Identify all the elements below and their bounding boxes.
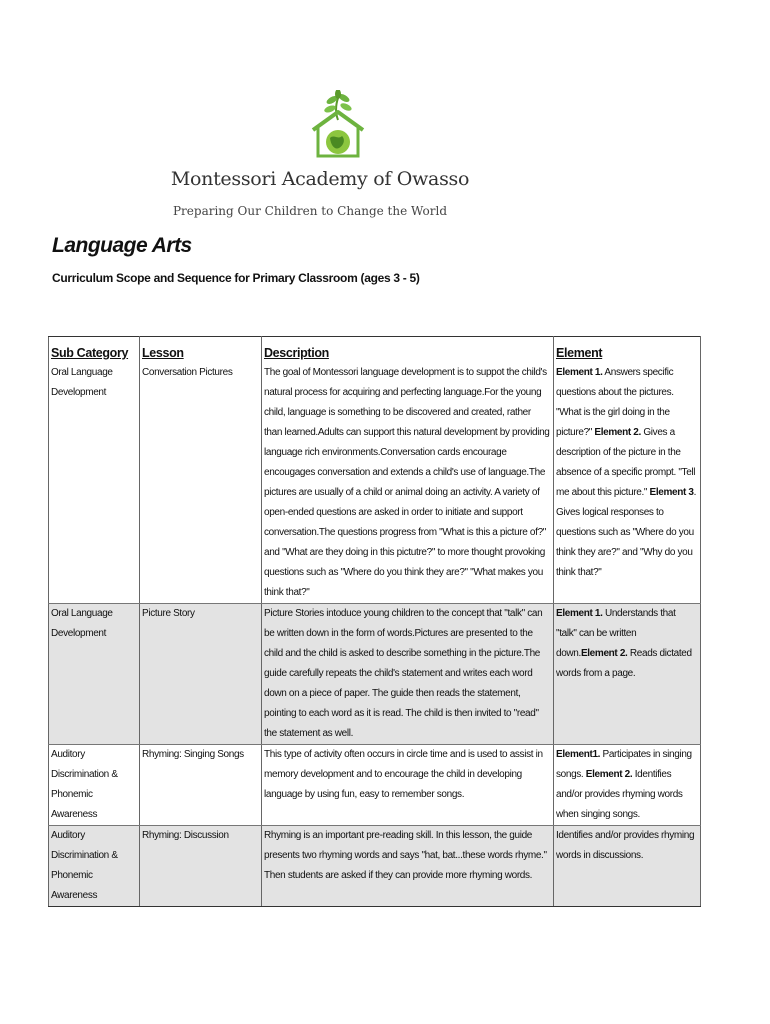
organization-tagline: Preparing Our Children to Change the World bbox=[172, 204, 448, 218]
element-cell bbox=[554, 745, 701, 826]
column-header-sub-category: Sub Category bbox=[49, 337, 140, 364]
lesson-cell: Conversation Pictures bbox=[140, 363, 262, 604]
element-text: . Gives logical responses to questions such as "Where do you think they are?" and "Why do you think that?" bbox=[556, 487, 697, 578]
element-text: Identifies and/or provides rhyming words when singing songs. bbox=[556, 769, 683, 820]
sub-category-cell: Oral Language Development bbox=[49, 604, 140, 745]
lesson-cell: Picture Story bbox=[140, 604, 262, 745]
table-row bbox=[49, 363, 701, 604]
sub-category-cell: Oral Language Development bbox=[49, 363, 140, 604]
element-text: Reads dictated words from a page. bbox=[556, 648, 692, 679]
element-label: Element1. bbox=[556, 749, 601, 760]
element-cell: Identifies and/or provides rhyming words in discussions. bbox=[554, 826, 701, 907]
element-label: Element 2. bbox=[594, 427, 641, 438]
description-cell: The goal of Montessori language development is to suppot the child's natural process for acquiring and perfecting language.For the young child, language is something to be discovered and created, rather than learned.Adults can support this natural development by providing language rich environments.Conversation cards encourage encougages conversation and extends a child's use of language.The pictures are usually of a child or animal doing an activity. A variety of open-ended questions are asked in order to initiate and support conversation.The questions progress from "What is this a picture of?" and "What are they doing in this pictutre?" to more thought provoking questions such as "Where do you think they are?" "What makes you think that?" bbox=[262, 363, 554, 604]
sub-category-cell: Auditory Discrimination & Phonemic Awareness bbox=[49, 826, 140, 907]
element-label: Element 1. bbox=[556, 608, 603, 619]
element-label: Element 2. bbox=[580, 648, 628, 659]
element-cell bbox=[554, 604, 701, 745]
page-subtitle: Curriculum Scope and Sequence for Primary Classroom (ages 3 - 5) bbox=[52, 271, 420, 285]
column-header-element: Element bbox=[554, 337, 701, 364]
element-text: Participates in singing songs. bbox=[556, 749, 692, 780]
table-row bbox=[49, 826, 701, 907]
table-row bbox=[49, 604, 701, 745]
element-label: Element 1. bbox=[556, 367, 603, 378]
element-cell bbox=[554, 363, 701, 604]
column-header-description: Description bbox=[262, 337, 554, 364]
column-header-lesson: Lesson bbox=[140, 337, 262, 364]
sub-category-cell: Auditory Discrimination & Phonemic Awareness bbox=[49, 745, 140, 826]
lesson-cell: Rhyming: Singing Songs bbox=[140, 745, 262, 826]
element-label: Element 3 bbox=[649, 487, 694, 498]
element-text: Understands that "talk" can be written down. bbox=[556, 608, 676, 659]
table-header-row bbox=[49, 337, 701, 364]
element-label: Element 2. bbox=[585, 769, 633, 780]
description-cell: Rhyming is an important pre-reading skill. In this lesson, the guide presents two rhyming words and says "hat, bat...these words rhyme." Then students are asked if they can provide more rhyming words. bbox=[262, 826, 554, 907]
page-title: Language Arts bbox=[52, 234, 192, 257]
table-row bbox=[49, 745, 701, 826]
curriculum-table bbox=[48, 336, 701, 907]
description-cell: Picture Stories intoduce young children to the concept that "talk" can be written down in the form of words.Pictures are presented to the child and the child is asked to describe something in the picture.The guide carefully repeats the child's statement and writes each word down on a piece of paper. The guide then reads the statement, pointing to each word as it is read. The child is then invited to "read" the statement as well. bbox=[262, 604, 554, 745]
house-with-tree-icon bbox=[305, 90, 371, 162]
element-text: Gives a description of the picture in the absence of a specific prompt. "Tell me about this picture." bbox=[556, 427, 696, 498]
lesson-cell: Rhyming: Discussion bbox=[140, 826, 262, 907]
element-text: Answers specific questions about the pictures. "What is the girl doing in the picture?" bbox=[556, 367, 674, 438]
description-cell: This type of activity often occurs in circle time and is used to assist in memory development and to encourage the child in developing language by using fun, easy to remember songs. bbox=[262, 745, 554, 826]
organization-name: Montessori Academy of Owasso bbox=[170, 168, 470, 190]
